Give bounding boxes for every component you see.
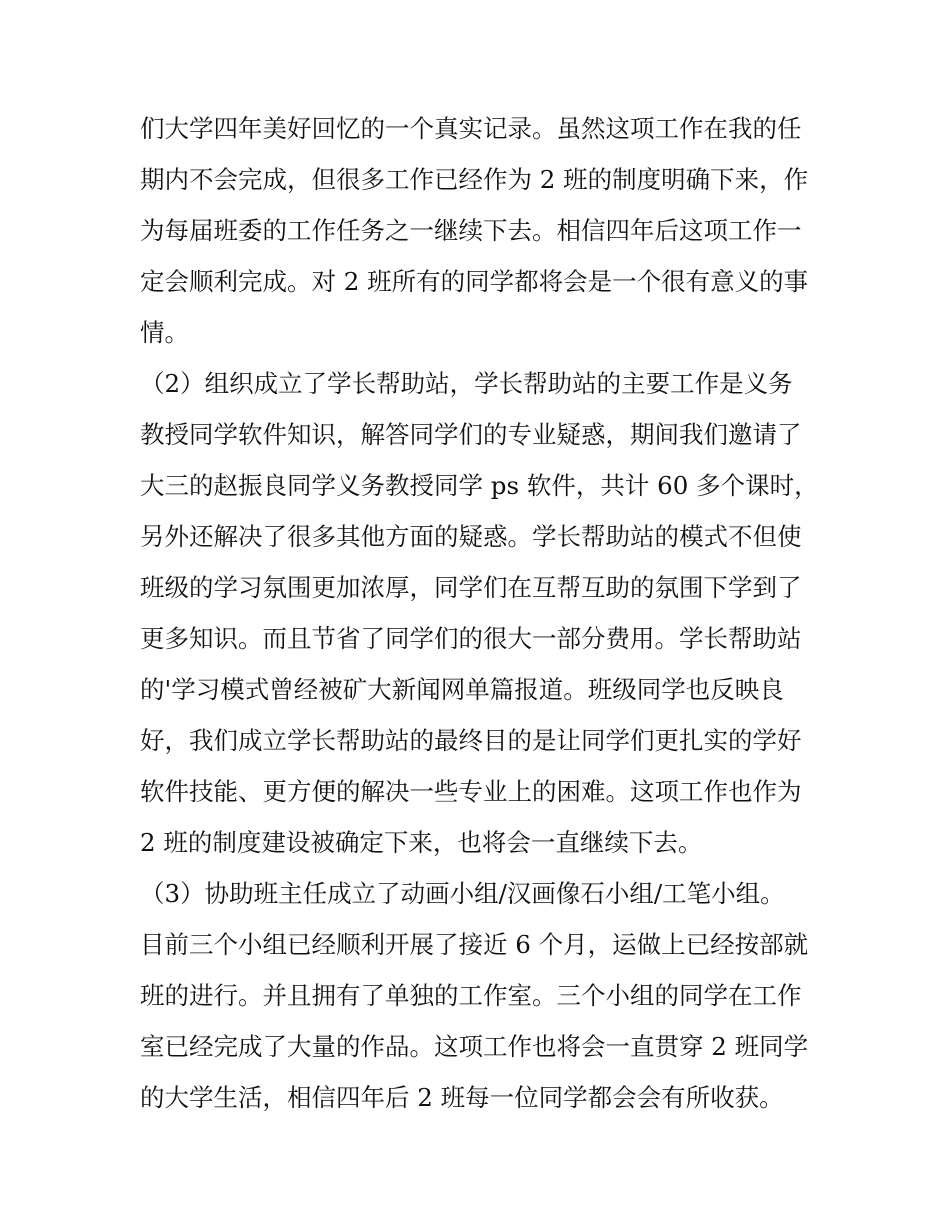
text-line: 期内不会完成，但很多工作已经作为 2 班的制度明确下来，作	[140, 165, 809, 194]
text-line: 软件技能、更方便的解决一些专业上的困难。这项工作也作为	[140, 777, 802, 806]
text-line: 们大学四年美好回忆的一个真实记录。虽然这项工作在我的任	[140, 114, 802, 143]
text-line: 教授同学软件知识，解答同学们的专业疑惑，期间我们邀请了	[140, 420, 802, 449]
text-line: 室已经完成了大量的作品。这项工作也将会一直贯穿 2 班同学	[140, 1032, 809, 1061]
text-line: （3）协助班主任成立了动画小组/汉画像石小组/工笔小组。	[140, 879, 785, 908]
text-line: 的大学生活，相信四年后 2 班每一位同学都会会有所收获。	[140, 1083, 784, 1112]
text-line: 情。	[140, 318, 189, 347]
text-line: 的'学习模式曾经被矿大新闻网单篇报道。班级同学也反映良	[140, 675, 784, 704]
text-line: 好，我们成立学长帮助站的最终目的是让同学们更扎实的学好	[140, 726, 802, 755]
body-text	[140, 103, 820, 1123]
text-line: （2）组织成立了学长帮助站，学长帮助站的主要工作是义务	[140, 369, 793, 398]
text-line: 班的进行。并且拥有了单独的工作室。三个小组的同学在工作	[140, 981, 802, 1010]
text-line: 为每届班委的工作任务之一继续下去。相信四年后这项工作一	[140, 216, 802, 245]
text-line: 班级的学习氛围更加浓厚，同学们在互帮互助的氛围下学到了	[140, 573, 802, 602]
text-line: 大三的赵振良同学义务教授同学 ps 软件，共计 60 多个课时，	[140, 471, 819, 500]
text-line: 目前三个小组已经顺利开展了接近 6 个月，运做上已经按部就	[140, 930, 809, 959]
text-line: 另外还解决了很多其他方面的疑惑。学长帮助站的模式不但使	[140, 522, 802, 551]
text-line: 定会顺利完成。对 2 班所有的同学都将会是一个很有意义的事	[140, 267, 809, 296]
text-line: 2 班的制度建设被确定下来，也将会一直继续下去。	[140, 828, 703, 857]
text-line: 更多知识。而且节省了同学们的很大一部分费用。学长帮助站	[140, 624, 802, 653]
